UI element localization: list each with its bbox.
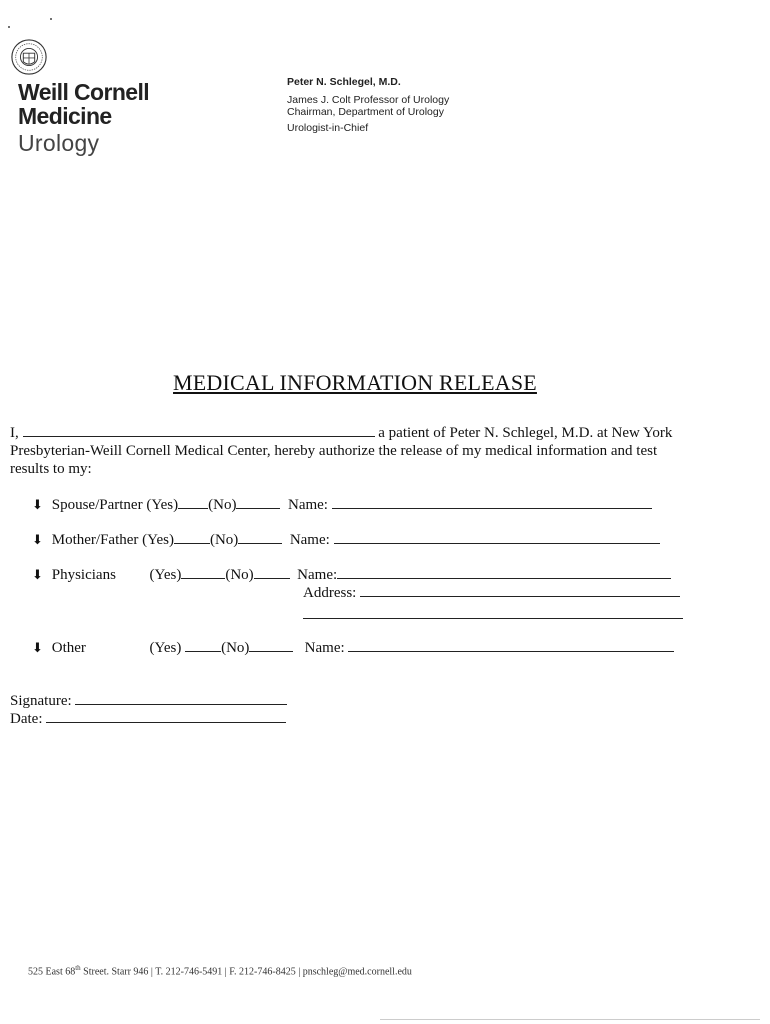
doctor-title: Urologist-in-Chief — [287, 122, 369, 134]
patient-name-field[interactable] — [23, 424, 375, 437]
brand-department: Urology — [18, 130, 100, 156]
recipient-label: Mother/Father — [51, 532, 139, 548]
footer-address — [28, 964, 412, 977]
no-label: (No) — [221, 640, 250, 656]
recipient-label: Other — [51, 640, 86, 656]
letterhead-info — [287, 74, 449, 136]
university-seal-icon — [10, 38, 48, 76]
brand-logo — [18, 80, 149, 128]
signature-row — [10, 692, 287, 710]
scan-speck — [50, 18, 52, 20]
name-field[interactable] — [348, 639, 674, 652]
address-field[interactable] — [360, 584, 680, 597]
recipient-row-spouse — [32, 496, 652, 514]
no-field[interactable] — [249, 639, 293, 652]
name-field[interactable] — [337, 566, 671, 579]
intro-prefix: I, — [10, 425, 19, 441]
arrow-bullet-icon: ⬇ — [32, 533, 43, 548]
recipient-label: Physicians — [51, 567, 116, 583]
no-label: (No) — [209, 532, 239, 548]
signature-label: Signature: — [10, 693, 72, 709]
brand-line1: Weill Cornell — [18, 79, 150, 105]
footer-street: 525 East 68 — [28, 966, 76, 978]
date-row — [10, 710, 286, 728]
yes-field[interactable] — [174, 531, 210, 544]
recipient-label: Spouse/Partner — [51, 497, 143, 513]
no-field[interactable] — [254, 566, 290, 579]
yes-label: (Yes) — [142, 532, 174, 548]
arrow-bullet-icon: ⬇ — [32, 568, 43, 583]
doctor-title: James J. Colt Professor of Urology — [287, 94, 450, 106]
no-field[interactable] — [238, 531, 282, 544]
name-label: Name: — [287, 497, 328, 513]
intro-text: results to my: — [10, 461, 92, 477]
address-field-line2[interactable] — [303, 618, 683, 619]
name-field[interactable] — [332, 496, 652, 509]
doctor-title: Chairman, Department of Urology — [287, 106, 444, 118]
yes-field[interactable] — [185, 639, 221, 652]
no-label: (No) — [208, 497, 237, 513]
authorization-paragraph — [10, 424, 690, 478]
recipient-row-parent — [32, 531, 660, 549]
arrow-bullet-icon: ⬇ — [32, 498, 43, 513]
yes-label: (Yes) — [146, 497, 179, 513]
arrow-bullet-icon: ⬇ — [32, 641, 43, 656]
name-field[interactable] — [334, 531, 660, 544]
yes-field[interactable] — [181, 566, 225, 579]
address-row — [303, 584, 680, 602]
no-field[interactable] — [236, 496, 280, 509]
name-label: Name: — [297, 567, 338, 583]
form-title: MEDICAL INFORMATION RELEASE — [173, 370, 537, 395]
doctor-name: Peter N. Schlegel, M.D. — [287, 76, 401, 88]
recipient-row-other — [32, 639, 674, 657]
recipient-row-physicians — [32, 566, 671, 584]
brand-line2: Medicine — [18, 103, 112, 129]
footer-contact: Street. Starr 946 | T. 212-746-5491 | F. 212-746-8425 | pnschleg@med.cornell.edu — [80, 966, 412, 978]
name-label: Name: — [289, 532, 330, 548]
name-label: Name: — [304, 640, 345, 656]
intro-text: a patient of Peter N. Schlegel, M.D. at New York — [378, 425, 673, 441]
yes-field[interactable] — [178, 496, 208, 509]
scan-speck — [8, 26, 10, 28]
signature-field[interactable] — [75, 692, 287, 705]
yes-label: (Yes) — [149, 640, 182, 656]
address-label: Address: — [303, 585, 357, 601]
yes-label: (Yes) — [149, 567, 182, 583]
scan-artifact-line — [380, 1019, 760, 1020]
date-field[interactable] — [46, 710, 286, 723]
no-label: (No) — [225, 567, 254, 583]
footer-ordinal: th — [75, 964, 81, 972]
date-label: Date: — [10, 711, 43, 727]
intro-text: Presbyterian-Weill Cornell Medical Center, hereby authorize the release of my medical information and test — [10, 443, 658, 459]
